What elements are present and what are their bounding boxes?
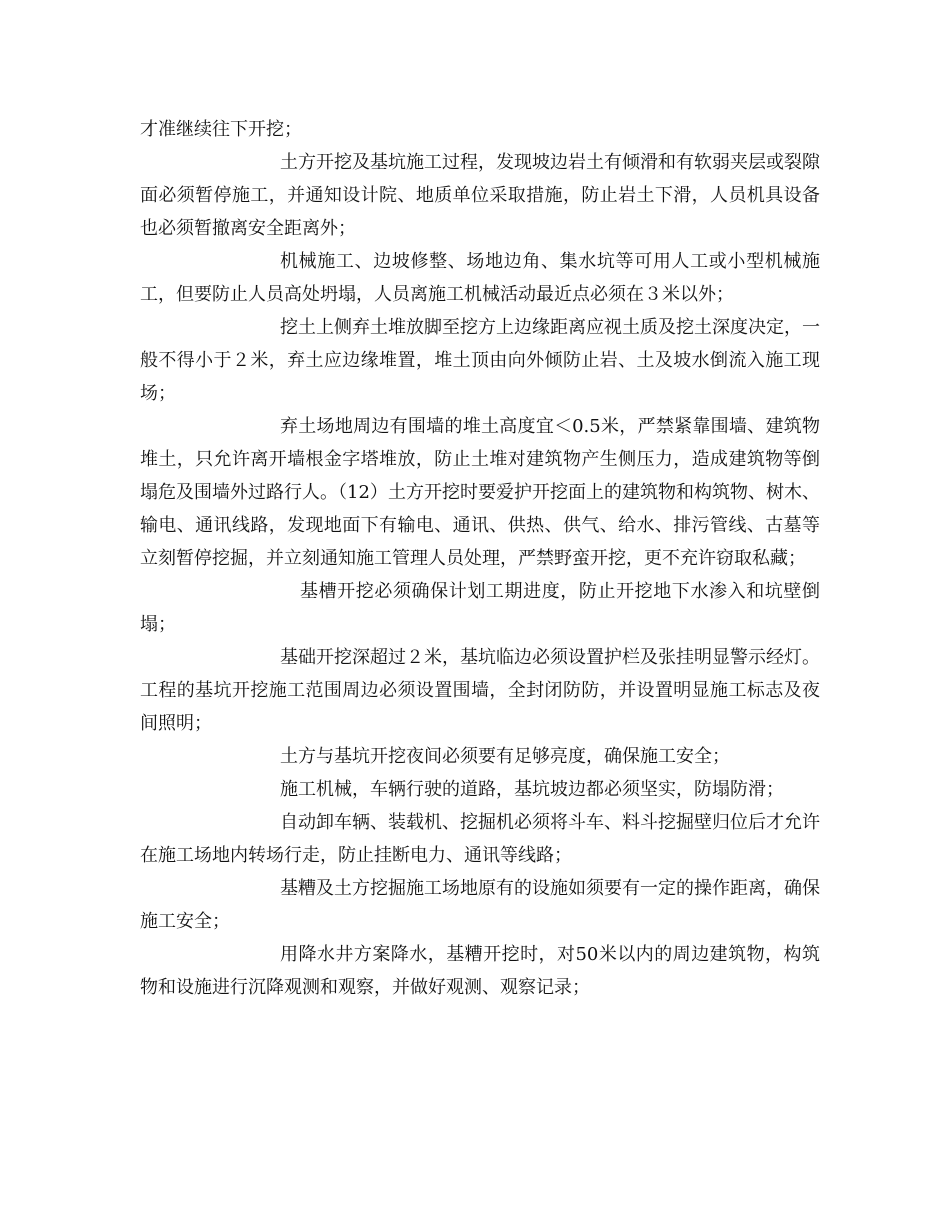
paragraph-6: 基槽开挖必须确保计划工期进度，防止开挖地下水渗入和坑壁倒塌；	[140, 581, 820, 635]
paragraph-10: 自动卸车辆、装载机、挖掘机必须将斗车、料斗挖掘壁归位后才允许在施工场地内转场行走，防止挂断电力、通讯等线路；	[140, 812, 820, 866]
paragraph-11: 基糟及土方挖掘施工场地原有的设施如须要有一定的操作距离，确保施工安全；	[140, 878, 820, 932]
paragraph-1: 才准继续往下开挖；	[140, 119, 302, 140]
paragraph-3: 机械施工、边坡修整、场地边角、集水坑等可用人工或小型机械施工，但要防止人员高处坍塌，人员离施工机械活动最近点必须在３米以外；	[140, 251, 820, 305]
paragraph-9: 施工机械，车辆行驶的道路，基坑坡边都必须坚实，防塌防滑；	[280, 779, 784, 800]
paragraph-12: 用降水井方案降水，基糟开挖时，对50米以内的周边建筑物，构筑物和设施进行沉降观测和观察，并做好观测、观察记录；	[140, 944, 820, 998]
paragraph-5: 弃土场地周边有围墙的堆土高度宜＜0.5米，严禁紧靠围墙、建筑物堆土，只允许离开墙根金字塔堆放，防止土堆对建筑物产生侧压力，造成建筑物等倒塌危及围墙外过路行人。（12）土方开挖时要爱护开挖面上的建筑物和构筑物、树木、输电、通讯线路，发现地面下有输电、通讯、供热、供气、给水、排污管线、古墓等立刻暂停挖掘，并立刻通知施工管理人员处理，严禁野蛮开挖，更不充许窃取私藏；	[140, 416, 820, 569]
document-body	[140, 113, 820, 1004]
paragraph-8: 土方与基坑开挖夜间必须要有足够亮度，确保施工安全；	[280, 746, 730, 767]
paragraph-7: 基础开挖深超过２米，基坑临边必须设置护栏及张挂明显警示经灯。工程的基坑开挖施工范围周边必须设置围墙，全封闭防防，并设置明显施工标志及夜间照明；	[140, 647, 820, 734]
paragraph-2: 土方开挖及基坑施工过程，发现坡边岩土有倾滑和有软弱夹层或裂隙面必须暂停施工，并通知设计院、地质单位采取措施，防止岩土下滑，人员机具设备也必须暂撤离安全距离外；	[140, 152, 820, 239]
paragraph-4: 挖土上侧弃土堆放脚至挖方上边缘距离应视土质及挖土深度决定，一般不得小于２米，弃土应边缘堆置，堆土顶由向外倾防止岩、土及坡水倒流入施工现场；	[140, 317, 820, 404]
